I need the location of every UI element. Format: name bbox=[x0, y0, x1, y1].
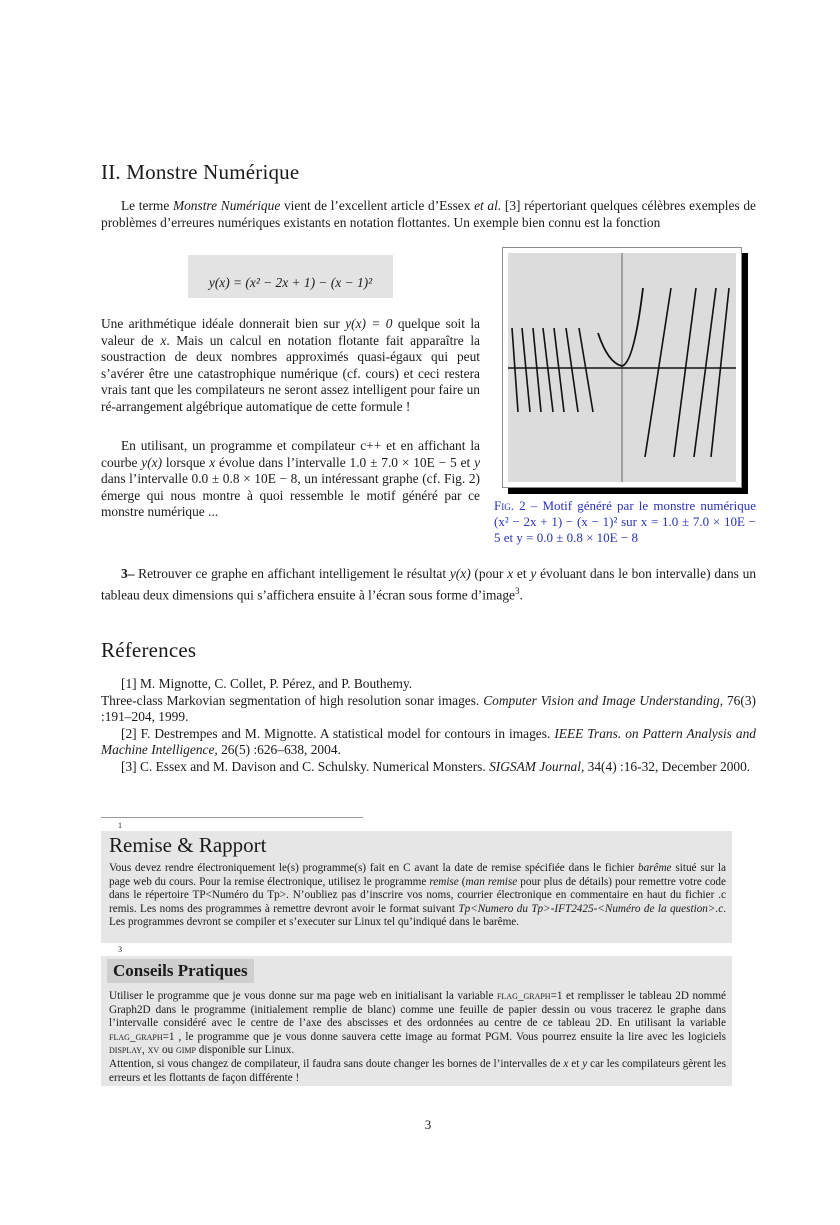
references-title: Réferences bbox=[101, 638, 197, 662]
text: situé sur la page web du cours. Pour la remise électronique, utilisez le programme bbox=[109, 862, 726, 888]
text: Retrouver ce graphe en affichant intelligement le résultat bbox=[134, 566, 450, 581]
ref-authors: F. Destrempes and M. Mignotte. A statistical model for contours in images. bbox=[136, 725, 555, 741]
math: y(x) = 0 bbox=[345, 316, 393, 331]
math: y bbox=[474, 454, 481, 470]
figure-frame bbox=[502, 247, 742, 488]
text: vient de l’excellent article d’Essex bbox=[280, 198, 475, 213]
paragraph-cpp-experiment bbox=[101, 438, 480, 521]
term-monstre-numerique: Monstre Numérique bbox=[172, 198, 281, 213]
figure-label: Fig. 2 bbox=[494, 498, 526, 513]
ref-title: Three-class Markovian segmentation of high resolution sonar images. bbox=[101, 692, 484, 708]
ref-authors: M. Mignotte, C. Collet, P. Pérez, and P. Bouthemy. bbox=[136, 676, 413, 691]
ref-num: [2] bbox=[121, 725, 137, 741]
text: , le programme que je vous donne sauvera cette image au format PGM. Vous pourrez ensuite la lire avec les logiciels bbox=[174, 1030, 726, 1043]
math: x bbox=[563, 1057, 569, 1070]
footnote-ref[interactable]: 3 bbox=[514, 585, 520, 596]
equation-box bbox=[188, 255, 393, 298]
text: Utiliser le programme que je vous donne sur ma page web en initialisant la variable bbox=[109, 990, 497, 1002]
math: x bbox=[507, 566, 514, 581]
intro-paragraph bbox=[101, 198, 756, 231]
text: remise bbox=[429, 875, 459, 888]
software-gimp: gimp bbox=[175, 1044, 196, 1057]
ref-num: [1] bbox=[121, 676, 137, 691]
math: y bbox=[530, 566, 537, 581]
text: et remplisser le tableau 2D nommé Graph2D dans le programme (initialement remplie de blanc) comme une feuille de papier dessin ou vous tracerez le graphe dans l’intervalle considéré avec le centre de l’axe des abscisses et des ordonnées au centre de ce tableau 2D. En utilisant la variable bbox=[109, 990, 726, 1030]
et-al: et al. bbox=[474, 198, 502, 213]
ref-details: 34(4) :16-32, December 2000. bbox=[584, 758, 751, 774]
text: (pour bbox=[470, 566, 508, 581]
text: et bbox=[513, 566, 531, 581]
parabola-segment bbox=[598, 288, 643, 366]
text: pour plus de détails) pour remettre votre code dans le répertoire TP<Numéro du Tp>. N’oubliez pas d’inscrire vos noms, courrier électronique en commentaire en haut du fichier .c remis. Les noms des programmes à remettre devront avoir le format suivant bbox=[109, 875, 726, 915]
footnote-mark-3: 3 bbox=[118, 945, 122, 954]
text: Une arithmétique idéale donnerait bien sur bbox=[101, 316, 346, 331]
figure-caption bbox=[494, 498, 756, 546]
text: [3] répertoriant quelques célèbres exemples de problèmes d’erreures numériques existants en notation flottantes. Un exemple bien connu est la fonction bbox=[101, 198, 756, 230]
math: 0.0 ± 0.8 × 10E − 8 bbox=[191, 471, 298, 486]
text: car les compilateurs gèrent les erreurs et les flottants de façon différente ! bbox=[109, 1057, 727, 1084]
math: x bbox=[160, 332, 167, 348]
math: 1.0 ± 7.0 × 10E − 5 bbox=[349, 454, 457, 470]
text: dans l’intervalle bbox=[101, 471, 192, 486]
reference-item bbox=[101, 676, 756, 726]
text: Le terme bbox=[121, 198, 173, 213]
text: – bbox=[525, 498, 543, 513]
numerical-monster-plot bbox=[508, 253, 736, 482]
reference-item bbox=[101, 726, 756, 759]
footnote-mark-1: 1 bbox=[118, 821, 122, 830]
ref-details: 76(3) :191–204, 1999. bbox=[101, 692, 756, 724]
text: quelque soit la valeur de bbox=[101, 316, 481, 348]
text: lorsque bbox=[162, 454, 210, 470]
text: . bbox=[519, 586, 523, 602]
text: , bbox=[142, 1044, 148, 1057]
text: . Mais un calcul en notation flotante fait apparaître la soustraction de deux nombres approximés quasi-égaux qui peut s’avérer être une catastrophique numérique (cf. cours) et ceci restera vrais tant que les compilateurs ne seront assez intelligent pour faire un ré-arrangement algébrique automatique de cette formule ! bbox=[101, 332, 480, 414]
plot-svg bbox=[508, 253, 736, 482]
math: y(x) bbox=[141, 454, 163, 470]
text: et bbox=[456, 454, 475, 470]
text: évoluant dans le bon intervalle) dans un tableau deux dimensions qui s’affichera ensuite à l’écran sous forme d’image bbox=[101, 566, 757, 602]
remise-rapport-box bbox=[101, 831, 732, 943]
ref-num: [3] bbox=[121, 758, 137, 774]
text: Vous devez rendre électroniquement le(s) programme(s) fait en C avant la date de remise spécifiée dans le fichier bbox=[109, 862, 638, 874]
variable-flag-graph: flag_graph=1 bbox=[109, 1030, 175, 1043]
text: évolue dans l’intervalle bbox=[215, 454, 350, 470]
text: En utilisant, un programme et compilateur c++ et en affichant la courbe bbox=[101, 438, 480, 470]
left-sawtooth-lines bbox=[512, 328, 593, 412]
conseils-pratiques-box bbox=[101, 956, 732, 1086]
question-3 bbox=[101, 566, 756, 603]
right-sawtooth-lines bbox=[645, 288, 729, 457]
conseils-text bbox=[109, 990, 726, 1085]
software-xv: xv bbox=[147, 1044, 160, 1057]
text: . Les programmes devront se compiler et s’executer sur Linux tel qu’indiqué dans le barême. bbox=[109, 902, 726, 929]
footnote-rule bbox=[101, 817, 363, 818]
ref-venue: SIGSAM Journal, bbox=[489, 758, 585, 774]
text: disponible sur Linux. bbox=[196, 1044, 295, 1057]
reference-list bbox=[101, 676, 756, 775]
ref-authors: C. Essex and M. Davison and C. Schulsky. Numerical Monsters. bbox=[136, 758, 490, 774]
ref-venue: Computer Vision and Image Understanding, bbox=[483, 692, 724, 708]
remise-title: Remise & Rapport bbox=[109, 833, 267, 857]
math: y(x) bbox=[449, 566, 471, 581]
question-number: 3– bbox=[121, 566, 135, 581]
text: ou bbox=[159, 1044, 176, 1057]
section-title: II. Monstre Numérique bbox=[101, 160, 300, 184]
text: et bbox=[568, 1057, 583, 1070]
text: barême bbox=[637, 862, 672, 874]
page-number: 3 bbox=[424, 1117, 432, 1132]
equation: y(x) = (x² − 2x + 1) − (x − 1)² bbox=[208, 275, 373, 290]
math: y bbox=[582, 1057, 588, 1070]
ref-venue: IEEE Trans. on Pattern Analysis and Machine Intelligence, bbox=[101, 725, 756, 757]
software-display: display bbox=[109, 1044, 143, 1057]
text: ( bbox=[458, 875, 466, 888]
reference-item bbox=[101, 759, 756, 776]
text: Tp<Numero du Tp>-IFT2425-<Numéro de la question>.c bbox=[458, 902, 724, 915]
remise-text bbox=[109, 862, 726, 930]
math: x bbox=[209, 454, 216, 470]
conseils-title: Conseils Pratiques bbox=[113, 961, 248, 980]
paragraph-ideal-arithmetic bbox=[101, 316, 480, 415]
text: , un intéressant graphe (cf. Fig. 2) émerge qui nous montre à quoi ressemble le motif généré par ce monstre numérique ... bbox=[101, 471, 480, 519]
conseils-title-chip bbox=[107, 959, 254, 983]
caption-text: Motif généré par le monstre numérique (x² − 2x + 1) − (x − 1)² sur x = 1.0 ± 7.0 × 10E − 5 et y = 0.0 ± 0.8 × 10E − 8 bbox=[494, 498, 756, 545]
text: Attention, si vous changez de compilateur, il faudra sans doute changer les bornes de l’intervalles de bbox=[109, 1057, 564, 1070]
variable-flag-graph: flag_graph=1 bbox=[496, 990, 563, 1002]
text: man remise bbox=[465, 875, 518, 888]
ref-details: 26(5) :626–638, 2004. bbox=[217, 742, 341, 757]
